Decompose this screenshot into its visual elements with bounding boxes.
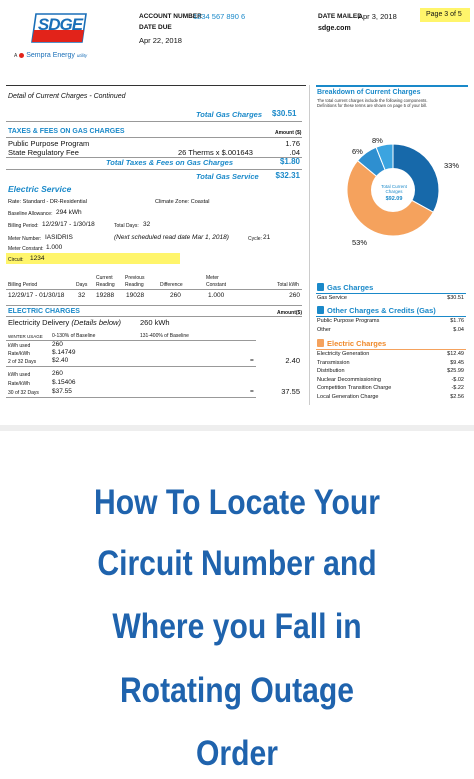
sdge-logo bbox=[30, 12, 90, 42]
srf-value: .04 bbox=[289, 148, 300, 157]
billing-period-value: 12/29/17 - 1/30/18 bbox=[42, 221, 95, 228]
mt-h-meter-constant: Meter Constant bbox=[206, 275, 227, 288]
b1-days: 2 of 32 Days bbox=[8, 359, 37, 365]
electric-item-value: $9.45 bbox=[450, 359, 464, 366]
electric-item-label: Local Generation Charge bbox=[317, 394, 379, 400]
electric-item-label: Nuclear Decommissioning bbox=[317, 376, 381, 383]
mt-row-constant: 1.000 bbox=[208, 292, 225, 299]
electric-item-label: Distribution bbox=[317, 368, 345, 375]
electric-heading: Electric Charges bbox=[327, 339, 387, 348]
baseline-label: Baseline Allowance: bbox=[8, 211, 53, 217]
total-gas-service-value: $32.31 bbox=[275, 171, 300, 180]
breakdown-divider bbox=[316, 85, 468, 87]
ec-delivery-text: Electricity Delivery bbox=[8, 318, 70, 327]
total-gas-label: Total Gas Charges bbox=[196, 110, 262, 119]
mt-row-current: 19288 bbox=[96, 292, 115, 299]
rate-label: Rate: Standard - DR-Residential bbox=[8, 199, 87, 205]
headline-line: Where you Fall in bbox=[112, 607, 362, 646]
cycle-label: Cycle: bbox=[248, 236, 262, 242]
electric-title: Electric Service bbox=[8, 184, 72, 194]
pie-label-8: 8% bbox=[372, 136, 383, 145]
taxes-title: TAXES & FEES ON GAS CHARGES bbox=[8, 128, 125, 135]
mt-h-previous: Previous Reading bbox=[125, 275, 145, 288]
gas-service-label: Gas Service bbox=[317, 295, 347, 301]
electric-heading-divider bbox=[316, 349, 466, 350]
sempra-utility: utility bbox=[76, 53, 88, 58]
total-days-value: 32 bbox=[143, 221, 151, 228]
b2-amt: $37.55 bbox=[52, 388, 72, 395]
mt-h-total: Total kWh bbox=[277, 282, 299, 288]
electric-item-value: -$.22 bbox=[451, 385, 464, 392]
other-item-label: Public Purpose Programs bbox=[317, 318, 380, 324]
ec-amount-col: Amount($) bbox=[277, 310, 302, 316]
baseline-value: 294 kWh bbox=[56, 209, 82, 216]
meter-number-label: Meter Number: bbox=[8, 236, 42, 242]
mt-h-billing-period: Billing Period bbox=[8, 282, 38, 288]
meter-number-value: IASIDRIS bbox=[45, 234, 73, 241]
b2-rate: $.15406 bbox=[52, 379, 76, 386]
pie-center-value: $92.09 bbox=[385, 196, 403, 202]
ppp-value: 1.76 bbox=[285, 139, 300, 148]
sempra-text: Sempra Energy bbox=[26, 52, 75, 59]
tier2-label: 131-400% of Baseline bbox=[140, 333, 189, 339]
b2-kwh: 260 bbox=[52, 370, 63, 377]
headline-line: Circuit Number and bbox=[97, 544, 377, 583]
b2-total: 37.55 bbox=[281, 387, 300, 396]
mt-row-days: 32 bbox=[78, 292, 86, 299]
other-charges-icon bbox=[317, 306, 324, 314]
other-item-label: Other bbox=[317, 327, 331, 333]
gas-service-divider bbox=[6, 169, 302, 170]
mt-row-previous: 19028 bbox=[126, 292, 145, 299]
electric-item-label: Competition Transition Charge bbox=[317, 385, 392, 392]
total-gas-service-label: Total Gas Service bbox=[196, 172, 259, 181]
breakdown-note: The total current charges include the following components. Definitions for these terms are shown on page 5 of your bill. bbox=[317, 98, 428, 108]
b1-kwh-label: kWh used bbox=[8, 343, 31, 349]
total-days-label: Total Days: bbox=[114, 223, 139, 229]
b1-divider bbox=[6, 366, 256, 367]
headline-section bbox=[0, 425, 474, 779]
pie-label-33: 33% bbox=[444, 161, 460, 170]
next-read: (Next scheduled read date Mar 1, 2018) bbox=[114, 234, 229, 241]
circuit-label: Circuit: bbox=[8, 257, 24, 263]
total-gas-value: $30.51 bbox=[272, 109, 297, 118]
b2-eq: = bbox=[250, 388, 254, 395]
gas-divider bbox=[6, 121, 302, 122]
mt-h-days: Days bbox=[76, 282, 88, 288]
electric-item-value: $12.49 bbox=[447, 351, 464, 357]
sempra-icon bbox=[19, 53, 24, 58]
sempra-a: A bbox=[14, 53, 18, 59]
ec-delivery-kwh: 260 kWh bbox=[140, 318, 170, 327]
other-heading: Other Charges & Credits (Gas) bbox=[327, 306, 436, 315]
total-taxes-label: Total Taxes & Fees on Gas Charges bbox=[106, 158, 233, 167]
ec-header-divider bbox=[6, 316, 302, 317]
taxes-divider bbox=[6, 137, 302, 138]
srf-label: State Regulatory Fee bbox=[8, 148, 79, 157]
ec-delivery-note: (Details below) bbox=[71, 318, 121, 327]
srf-calc: 26 Therms x $.001643 bbox=[178, 148, 253, 157]
b1-total: 2.40 bbox=[285, 356, 300, 365]
mt-row-period: 12/29/17 - 01/30/18 bbox=[8, 292, 65, 299]
circuit-value: 1234 bbox=[30, 255, 45, 262]
tier1-label: 0-130% of Baseline bbox=[52, 333, 96, 339]
electric-item-value: -$.02 bbox=[451, 376, 464, 383]
b2-divider bbox=[6, 397, 256, 398]
headline-line: Rotating Outage bbox=[119, 671, 355, 710]
electric-item-value: $25.99 bbox=[447, 368, 464, 375]
ec-title: ELECTRIC CHARGES bbox=[8, 308, 80, 315]
sempra-logo bbox=[14, 52, 87, 59]
pie-label-6: 6% bbox=[352, 147, 363, 156]
b1-kwh: 260 bbox=[52, 341, 63, 348]
mt-h-current: Current Reading bbox=[96, 275, 115, 288]
headline-line: How To Locate Your bbox=[94, 483, 380, 522]
breakdown-title: Breakdown of Current Charges bbox=[317, 89, 421, 96]
taxes-amount-col: Amount ($) bbox=[275, 130, 302, 136]
meter-constant-label: Meter Constant: bbox=[8, 246, 44, 252]
climate-label: Climate Zone: Coastal bbox=[155, 199, 210, 205]
b1-rate: $.14749 bbox=[52, 349, 76, 356]
other-item-value: $1.76 bbox=[450, 318, 464, 324]
website[interactable]: sdge.com bbox=[318, 25, 351, 32]
pie-center-label: Total Current Charges bbox=[381, 184, 407, 194]
gas-service-value: $30.51 bbox=[447, 295, 464, 301]
mt-h-difference: Difference bbox=[160, 282, 183, 288]
account-label: ACCOUNT NUMBER bbox=[139, 13, 202, 20]
b1-rate-label: Rate/kWh bbox=[8, 351, 30, 357]
gas-heading: Gas Charges bbox=[327, 283, 374, 292]
cycle-value: 21 bbox=[263, 234, 271, 241]
electric-charges-icon bbox=[317, 339, 324, 347]
total-taxes-value: $1.80 bbox=[279, 157, 300, 166]
electric-item-label: Electricity Generation bbox=[317, 351, 370, 357]
pie-label-53: 53% bbox=[352, 238, 368, 247]
column-divider bbox=[309, 85, 310, 405]
date-due-value: Apr 22, 2018 bbox=[139, 36, 182, 45]
winter-usage: WINTER USAGE bbox=[8, 334, 43, 339]
mt-row-total: 260 bbox=[289, 292, 300, 299]
tier-divider bbox=[6, 340, 256, 341]
date-mailed-value: Apr 3, 2018 bbox=[358, 12, 397, 21]
electric-item-label: Transmission bbox=[317, 359, 350, 366]
b2-rate-label: Rate/kWh bbox=[8, 381, 30, 387]
meter-table-divider bbox=[6, 289, 302, 290]
billing-period-label: Billing Period: bbox=[8, 223, 39, 229]
gas-heading-divider bbox=[316, 293, 466, 294]
other-item-value: $.04 bbox=[453, 327, 464, 333]
b2-days: 30 of 32 Days bbox=[8, 390, 39, 396]
account-value: 1234 567 890 6 bbox=[193, 12, 246, 21]
date-mailed-label: DATE MAILED bbox=[318, 13, 362, 20]
b1-eq: = bbox=[250, 357, 254, 364]
b2-kwh-label: kWh used bbox=[8, 372, 31, 378]
ec-top-divider bbox=[6, 305, 302, 306]
detail-section-title: Detail of Current Charges - Continued bbox=[8, 93, 126, 100]
electric-item-value: $2.56 bbox=[450, 394, 464, 400]
date-due-label: DATE DUE bbox=[139, 24, 172, 31]
header-divider bbox=[6, 85, 306, 86]
sdge-logo-text: SDGE bbox=[37, 15, 83, 34]
meter-constant-value: 1.000 bbox=[46, 244, 63, 251]
ppp-label: Public Purpose Program bbox=[8, 139, 90, 148]
gas-icon bbox=[317, 283, 324, 291]
mt-row-difference: 260 bbox=[170, 292, 181, 299]
ec-delivery-label bbox=[8, 318, 121, 327]
other-heading-divider bbox=[316, 316, 466, 317]
b1-amt: $2.40 bbox=[52, 357, 69, 364]
page-badge-text: Page 3 of 5 bbox=[426, 11, 462, 18]
headline-line: Order bbox=[196, 734, 278, 773]
